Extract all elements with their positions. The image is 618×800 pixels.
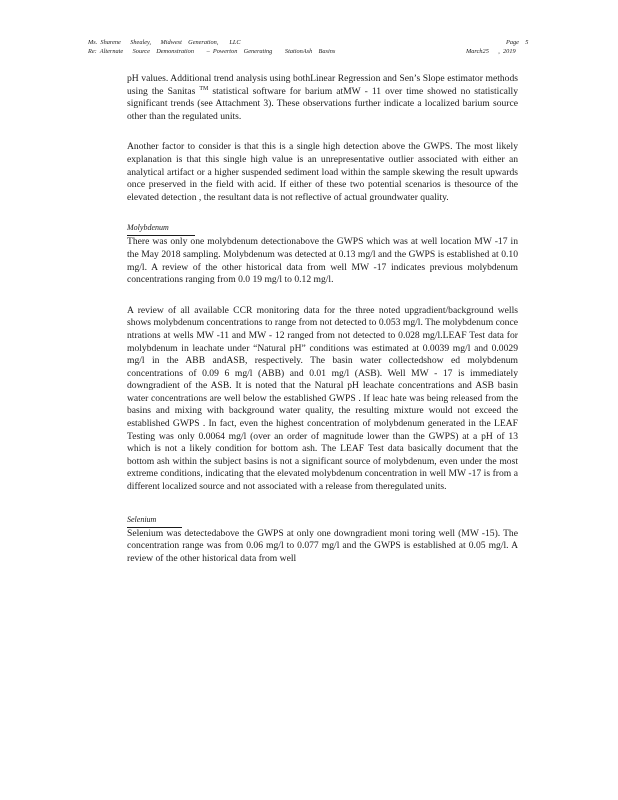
paragraph-barium-trend-text-cont: statistical software for barium atMW - 11 over time showed no statistically significant trends (see Attachment 3). These observations further indicate a localized barium source other than the regulated units. bbox=[127, 85, 518, 122]
header-page-number: Page 5 bbox=[506, 39, 529, 46]
paragraph-barium-trend-text: pH values. Additional trend analysis using bothLinear Regression and Sen’s Slope estimator methods using the Sanitas bbox=[127, 73, 518, 97]
section-heading-molybdenum: Molybdenum bbox=[127, 222, 195, 236]
header-recipient: Ms. Sharene Shealey, Midwest Generation, LLC bbox=[88, 39, 241, 46]
header-date: March25 , 2019 bbox=[466, 48, 516, 55]
paragraph-barium-trend bbox=[127, 73, 518, 123]
paragraph-selenium-detection: Selenium was detectedabove the GWPS at only one downgradient moni toring well (MW -15). The concentration range was from 0.06 mg/l to 0.077 mg/l and the GWPS is established at 0.05 mg/l. A review of the other historical data from well bbox=[127, 527, 518, 564]
paragraph-barium-outlier: Another factor to consider is that this is a single high detection above the GWPS. The most likely explanation is that this single high value is an unrepresentative outlier associated with either an analytical artifact or a higher suspended sediment load within the sample skewing the result upwards once preserved in the field with acid. If either of these two potential scenarios is thesource of the elevated detection , the resultant data is not reflective of actual groundwater quality. bbox=[127, 141, 518, 203]
header-subject: Re: Alternate Source Demonstration – Powerton Generating StationAsh Basins bbox=[88, 48, 336, 55]
body-text bbox=[127, 73, 518, 565]
section-heading-selenium: Selenium bbox=[127, 514, 182, 528]
trademark-mark: TM bbox=[199, 85, 209, 92]
paragraph-molybdenum-review: A review of all available CCR monitoring data for the three noted upgradient/background wells shows molybdenum concentrations to range from not detected to 0.053 mg/l. The molybdenum conce ntrations at wells MW -11 and MW - 12 ranged from not detected to 0.028 mg/l.LEAF Test data for molybdenum in leachate under “Natural pH” conditions was estimated at 0.0039 mg/l and 0.0029 mg/l in the ABB andASB, respectively. The basin water collectedshow ed molybdenum concentrations of 0.09 6 mg/l (ABB) and 0.01 mg/l (ASB). Well MW - 17 is immediately downgradient of the ASB. It is noted that the Natural pH leachate concentrations and ASB basin water concentrations are well below the established GWPS . If leac hate was being released from the basins and mixing with background water quality, the resulting mixture would not exceed the established GWPS . In fact, even the highest concentration of molybdenum generated in the LEAF Testing was only 0.0064 mg/l (over an order of magnitude lower than the GWPS) at a pH of 13 which is not a likely condition for bottom ash. The LEAF Test data basically document that the bottom ash within the subject basins is not a significant source of molybdenum, even under the most extreme conditions, indicating that the elevated molybdenum concentration in well MW -17 is from a different localized source and not associated with a release from theregulated units. bbox=[127, 304, 518, 493]
paragraph-molybdenum-detection: There was only one molybdenum detectionabove the GWPS which was at well location MW -17 in the May 2018 sampling. Molybdenum was detected at 0.13 mg/l and the GWPS is established at 0.10 mg/l. A review of the other historical data from well MW -17 indicates previous molybdenum concentrations ranging from 0.0 19 mg/l to 0.12 mg/l. bbox=[127, 236, 518, 286]
